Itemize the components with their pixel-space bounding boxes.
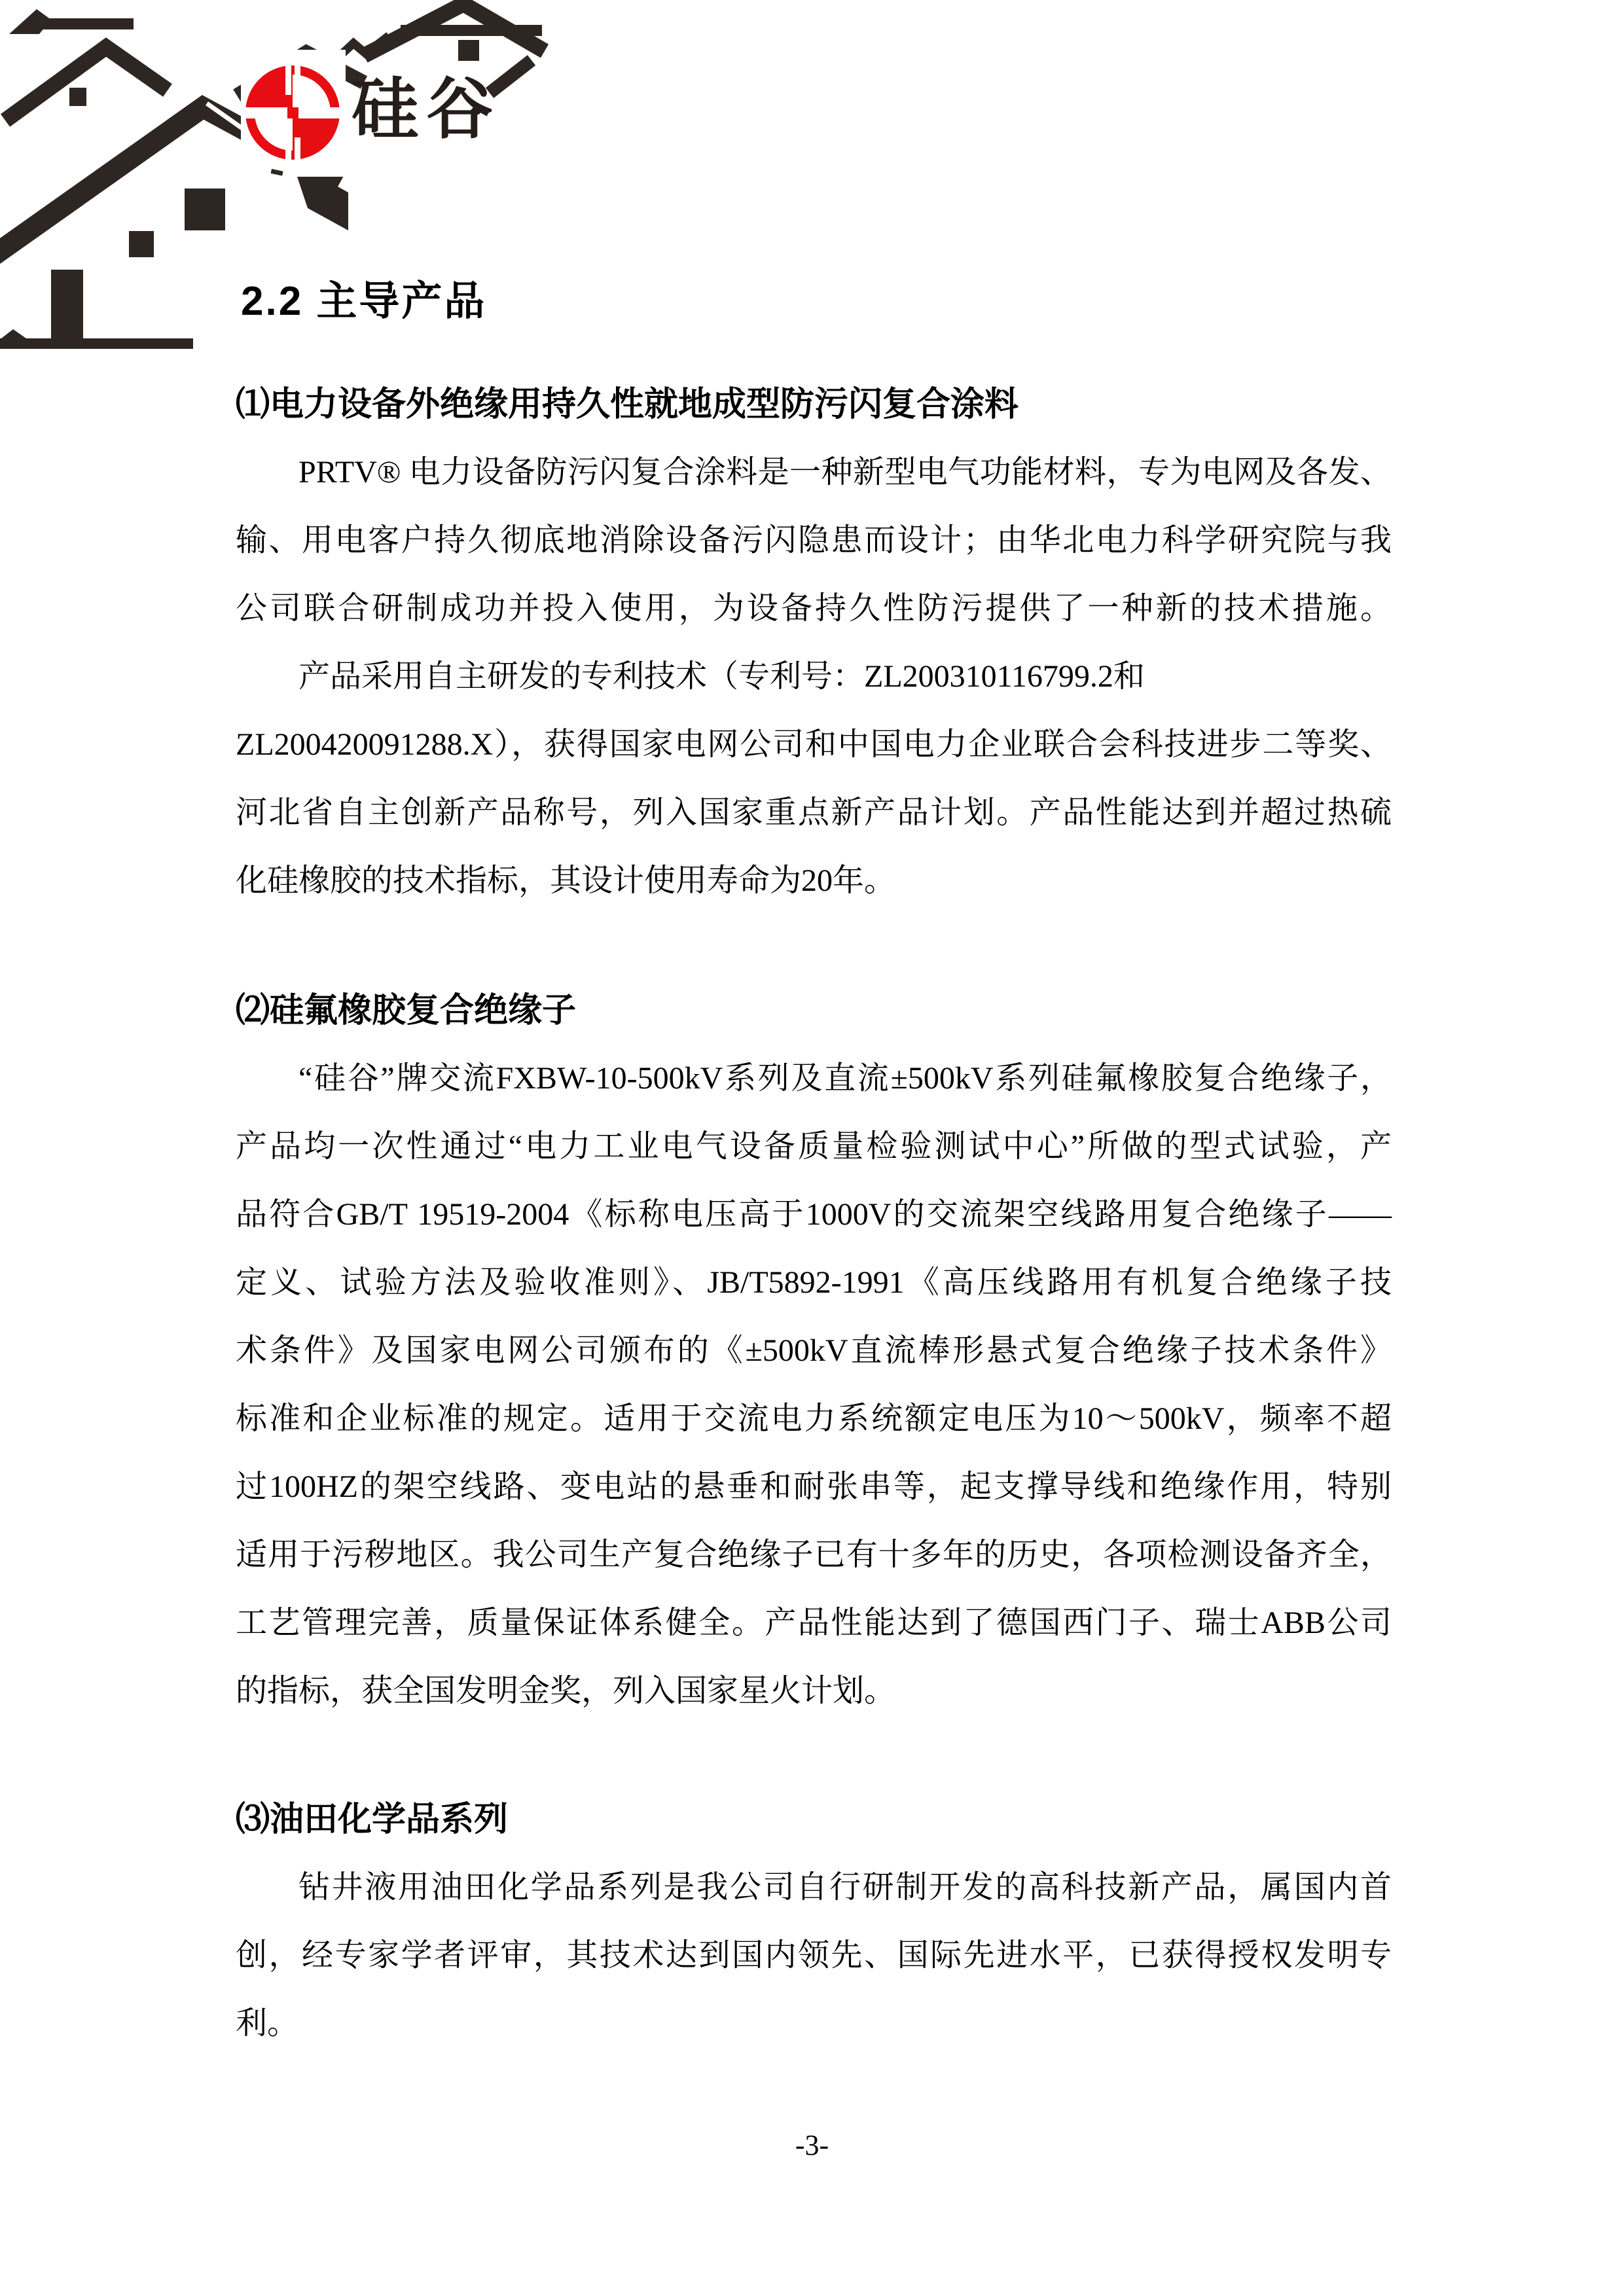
text-line: 化硅橡胶的技术指标，其设计使用寿命为20年。: [236, 863, 896, 898]
text-line: 产品均一次性通过“电力工业电气设备质量检验测试中心”所做的型式试验，产: [236, 1129, 1392, 1164]
logo-emblem: [241, 50, 346, 177]
page-number: -3-: [795, 2129, 829, 2161]
text-line: ZL200420091288.X），获得国家电网公司和中国电力企业联合会科技进步二等奖、: [236, 727, 1392, 762]
text-line: 标准和企业标准的规定。适用于交流电力系统额定电压为10～500kV，频率不超: [236, 1401, 1392, 1436]
section-oilfield: [236, 1785, 1392, 2058]
page-title: 2.2 主导产品: [241, 279, 487, 324]
text-line: 河北省自主创新产品称号，列入国家重点新产品计划。产品性能达到并超过热硫: [236, 795, 1392, 830]
text-line: 工艺管理完善，质量保证体系健全。产品性能达到了德国西门子、瑞士ABB公司: [236, 1605, 1392, 1640]
text-line: 适用于污秽地区。我公司生产复合绝缘子已有十多年的历史，各项检测设备齐全，: [236, 1537, 1392, 1572]
text-line: 利。: [236, 2006, 299, 2041]
text-line: 品符合GB/T 19519-2004《标称电压高于1000V的交流架空线路用复合绝缘子——: [236, 1197, 1392, 1232]
section-insulator: [236, 977, 1392, 1725]
text-line: 创，经专家学者评审，其技术达到国内领先、国际先进水平，已获得授权发明专: [236, 1938, 1392, 1973]
section-heading: ⑵硅氟橡胶复合绝缘子: [236, 992, 577, 1030]
section-heading: ⑴电力设备外绝缘用持久性就地成型防污闪复合涂料: [236, 386, 1019, 423]
logo-wordmark: 硅谷: [352, 72, 501, 147]
text-line: 定义、试验方法及验收准则》、JB/T5892-1991《高压线路用有机复合绝缘子技: [236, 1265, 1392, 1300]
text-line: “硅谷”牌交流FXBW-10-500kV系列及直流±500kV系列硅氟橡胶复合绝缘子，: [298, 1061, 1392, 1096]
text-line: 公司联合研制成功并投入使用，为设备持久性防污提供了一种新的技术措施。: [236, 591, 1392, 626]
text-line: 过100HZ的架空线路、变电站的悬垂和耐张串等，起支撑导线和绝缘作用，特别: [236, 1469, 1392, 1504]
section-heading: ⑶油田化学品系列: [236, 1801, 509, 1839]
section-coating: [236, 370, 1392, 915]
text-line: 钻井液用油田化学品系列是我公司自行研制开发的高科技新产品，属国内首: [298, 1870, 1392, 1905]
text-line: 术条件》及国家电网公司颁布的《±500kV直流棒形悬式复合绝缘子技术条件》: [236, 1333, 1392, 1368]
text-line: PRTV® 电力设备防污闪复合涂料是一种新型电气功能材料，专为电网及各发、: [298, 455, 1392, 490]
text-line: 的指标，获全国发明金奖，列入国家星火计划。: [236, 1674, 896, 1708]
text-line: 输、用电客户持久彻底地消除设备污闪隐患而设计；由华北电力科学研究院与我: [236, 523, 1392, 558]
text-line: 产品采用自主研发的专利技术（专利号：ZL200310116799.2和: [298, 659, 1145, 694]
